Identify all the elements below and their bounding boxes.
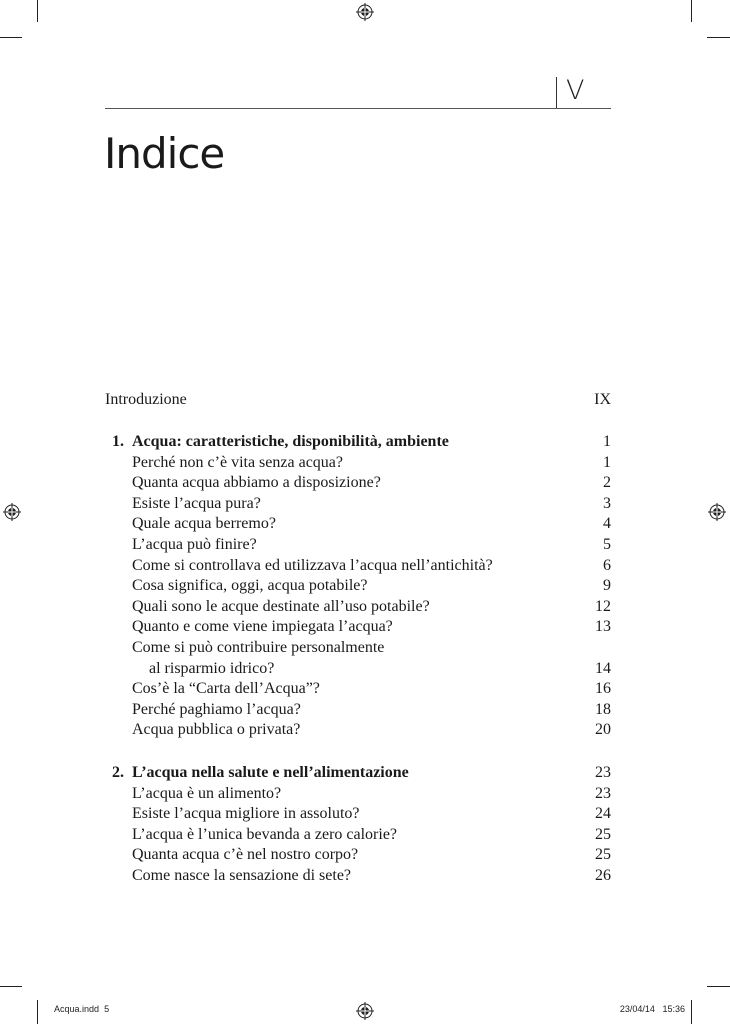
toc-entry-page: 5 [603,536,611,553]
toc-entry-page: 18 [595,700,611,718]
toc-entry[interactable] [105,597,611,617]
chapter-number: 2. [112,764,124,781]
toc-entry-page: 9 [603,577,611,595]
toc-entry[interactable] [105,866,611,886]
toc-entry-title: Come si controllava ed utilizzava l’acqua nell’antichità? [132,556,493,574]
crop-mark-top-left-v [37,0,38,22]
chapter-title: Acqua: caratteristiche, disponibilità, ambiente [132,433,449,450]
toc-entry-page: 14 [595,659,611,677]
page-number: V [566,75,585,106]
toc-entry[interactable] [105,845,611,865]
crop-mark-top-left-h [0,37,22,38]
toc-chapter-1[interactable] [105,432,611,452]
registration-mark-icon [3,503,21,521]
chapter-page: 23 [595,764,611,781]
toc-entry[interactable] [105,494,611,514]
toc-entry-page: 25 [595,846,611,864]
header-divider [556,77,557,108]
toc-entry-title-continuation: al risparmio idrico? [149,659,275,677]
toc-entry-page: IX [594,391,611,408]
chapter-number: 1. [112,433,124,450]
page-title: Indice [104,129,225,178]
toc-entry-page: 16 [595,680,611,698]
toc-entry-page: 6 [603,556,611,574]
toc-entry[interactable] [105,473,611,493]
header-rule [105,108,611,109]
toc-entry[interactable] [105,556,611,576]
toc-entry-title: Come nasce la sensazione di sete? [132,867,352,884]
toc-entry-title: Quanto e come viene impiegata l’acqua? [132,618,393,636]
toc-entry[interactable] [105,535,611,555]
toc-entry-page: 24 [595,805,611,823]
toc-entry-page: 2 [603,474,611,492]
crop-mark-top-right-v [691,0,692,22]
crop-mark-bottom-right-v [691,1000,692,1024]
toc-entry[interactable] [105,700,611,720]
toc-entry-title: Quali sono le acque destinate all’uso potabile? [132,597,430,615]
toc-entry[interactable] [105,638,611,658]
toc-entry[interactable] [105,514,611,534]
toc-entry[interactable] [105,825,611,845]
toc-entry-title: Introduzione [105,391,187,408]
crop-mark-top-right-h [707,37,730,38]
toc-chapter-2[interactable] [105,763,611,783]
toc-entry-title: Esiste l’acqua pura? [132,494,261,512]
toc-entry-page: 3 [603,494,611,512]
toc-entry[interactable] [105,453,611,473]
chapter-page: 1 [603,433,611,450]
toc-entry-title: Cosa significa, oggi, acqua potabile? [132,577,368,595]
toc-entry-page: 26 [595,867,611,884]
toc-entry-page: 13 [595,618,611,636]
toc-entry-title: L’acqua è un alimento? [132,784,282,802]
toc-entry-title: Quale acqua berremo? [132,515,276,533]
toc-entry[interactable] [105,804,611,824]
registration-mark-icon [356,1002,374,1020]
toc-entry[interactable] [105,784,611,804]
crop-mark-bottom-right-h [707,986,730,987]
toc-entry-title: L’acqua è l’unica bevanda a zero calorie? [132,825,398,843]
footer-slug-left [54,1004,109,1014]
toc-entry-continuation[interactable] [105,659,611,679]
toc-entry-title: Cos’è la “Carta dell’Acqua”? [132,680,320,698]
toc-entry-page: 1 [603,453,611,471]
toc-entry-page: 12 [595,597,611,615]
toc-entry-page: 25 [595,825,611,843]
toc-entry-title: Perché paghiamo l’acqua? [132,700,301,718]
toc-entry-page: 20 [595,721,611,739]
toc-entry-title: L’acqua può finire? [132,536,257,553]
toc-entry-title: Come si può contribuire personalmente [132,639,385,656]
toc-entry-title: Acqua pubblica o privata? [132,721,301,739]
toc-entry-title: Perché non c’è vita senza acqua? [132,453,343,471]
toc-entry-title: Quanta acqua c’è nel nostro corpo? [132,846,359,864]
registration-mark-icon [356,3,374,21]
toc-entry-title: Esiste l’acqua migliore in assoluto? [132,805,360,823]
footer-time: 15:36 [662,1004,685,1014]
toc-entry[interactable] [105,720,611,740]
crop-mark-bottom-left-h [0,986,22,987]
chapter-title: L’acqua nella salute e nell’alimentazione [132,764,409,781]
toc-entry-title: Quanta acqua abbiamo a disposizione? [132,474,381,492]
footer-filename: Acqua.indd [54,1004,100,1014]
toc-entry-introduction[interactable] [105,390,611,410]
toc-entry-page: 23 [595,784,611,802]
toc-entry[interactable] [105,576,611,596]
toc-entry[interactable] [105,679,611,699]
toc-entry[interactable] [105,617,611,637]
toc-entry-page: 4 [603,515,611,533]
crop-mark-bottom-left-v [37,1000,38,1024]
footer-date: 23/04/14 [619,1004,655,1014]
registration-mark-icon [708,503,726,521]
footer-slug-right [620,1004,685,1014]
footer-page: 5 [104,1004,110,1014]
